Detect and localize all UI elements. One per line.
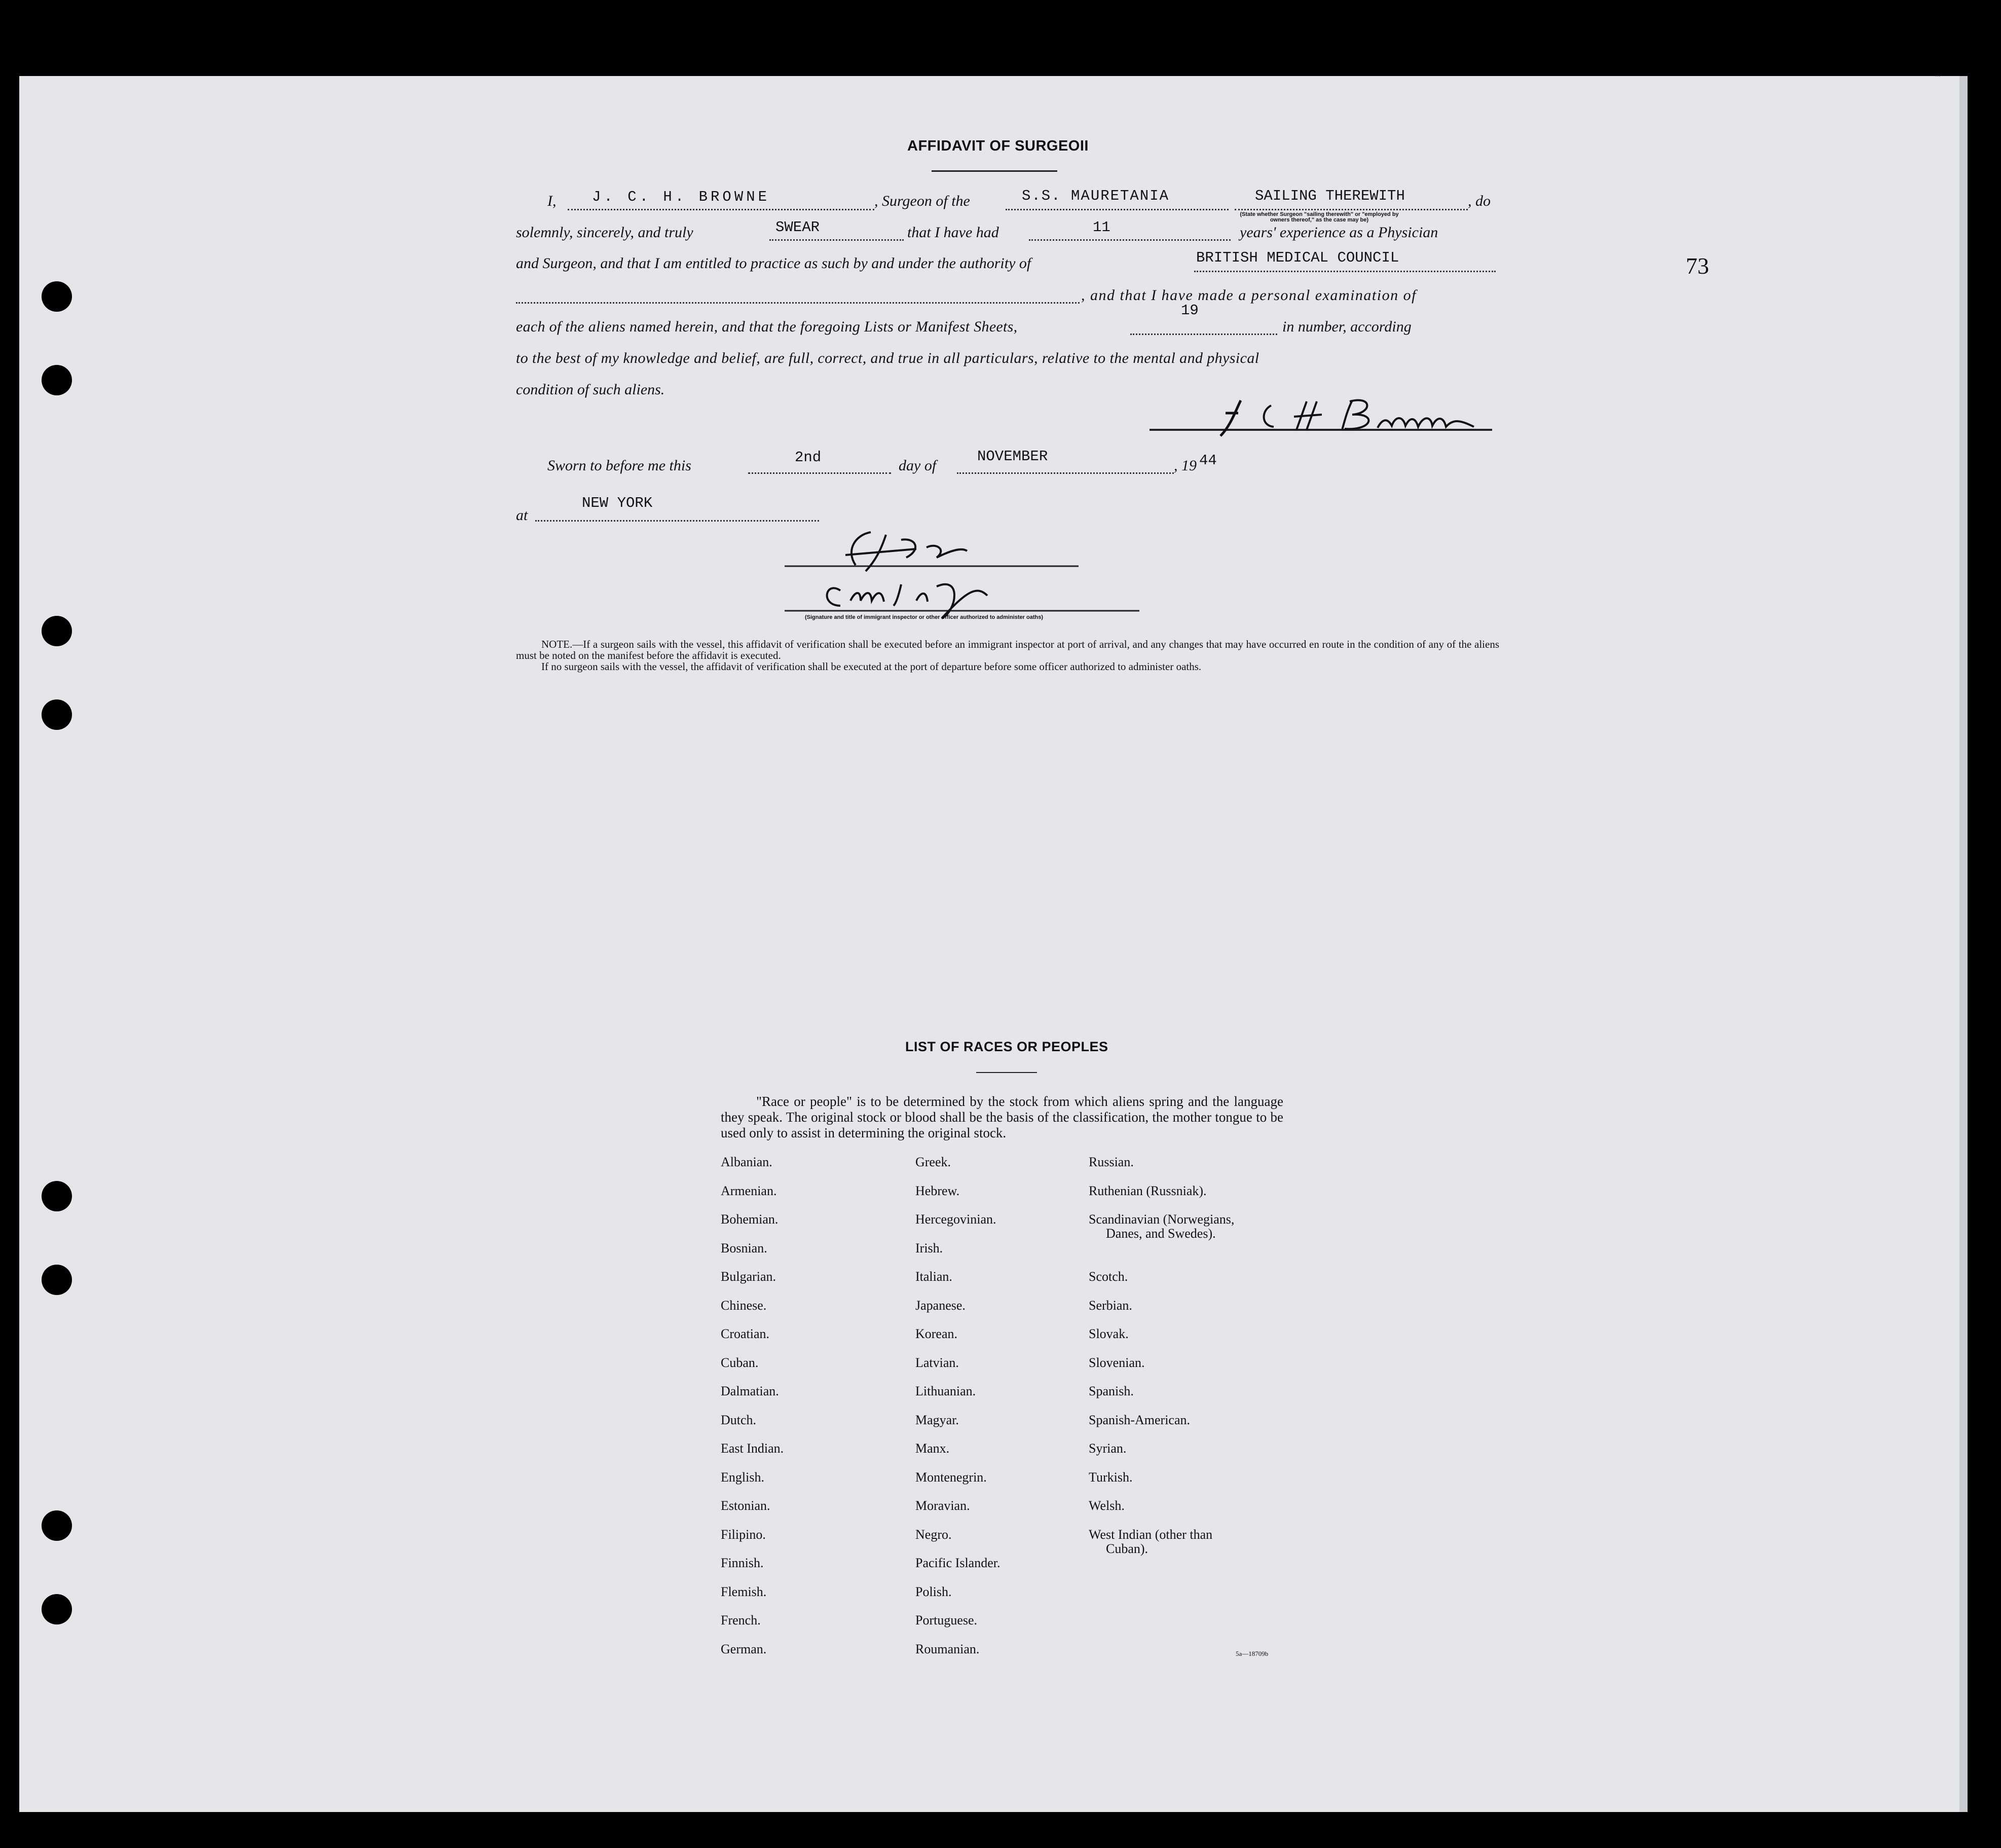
race-item: Bulgarian. [721,1269,776,1284]
races-intro: "Race or people" is to be determined by the stock from which aliens spring and the language they speak. The original stock or blood shall be the basis of the classification, the mother tongue to be used only to assist in determining the original stock. [721,1094,1283,1140]
title-underline [932,170,1057,172]
race-item: Polish. [915,1584,952,1599]
race-item: Bosnian. [721,1240,767,1255]
race-item: French. [721,1613,761,1628]
l1-text-b: , Surgeon of the [874,193,970,209]
race-item: Finnish. [721,1556,764,1570]
l2-text-a: solemnly, sincerely, and truly [516,224,693,241]
surgeon-capacity: SAILING THEREWITH [1255,188,1405,204]
punch-hole [42,1510,72,1541]
race-item: Hercegovinian. [915,1212,996,1227]
race-item: English. [721,1469,764,1485]
years-experience: 11 [1093,219,1110,236]
race-item: East Indian. [721,1441,784,1456]
sworn-text-b: day of [899,457,937,474]
l1-text-a: I, [547,193,557,209]
sworn-year: 44 [1199,452,1217,469]
race-item: Chinese. [721,1298,767,1313]
race-item: Scandinavian (Norwegians, [1089,1212,1235,1227]
race-item: Spanish-American. [1089,1412,1191,1427]
race-item: Welsh. [1089,1498,1125,1513]
race-item: Albanian. [721,1155,772,1169]
race-item: Croatian. [721,1326,770,1341]
race-item: Manx. [915,1441,950,1456]
ship-name: S.S. MAURETANIA [1022,188,1170,204]
race-item: Syrian. [1089,1441,1127,1456]
punch-hole [42,281,72,312]
blank-place [535,520,819,522]
race-item-continued: Danes, and Swedes). [1106,1226,1216,1241]
corner-mark: ... [1935,71,1941,79]
punch-hole [42,1181,72,1211]
race-item: Magyar. [915,1412,959,1427]
race-item: Greek. [915,1155,951,1169]
blank-surgeon-name [568,209,874,210]
race-item: Lithuanian. [915,1384,976,1398]
race-item: Dalmatian. [721,1384,779,1398]
officer-caption: (Signature and title of immigrant inspector or other officer authorized to administer oaths) [805,614,1043,620]
race-item: Turkish. [1089,1469,1133,1485]
punch-hole [42,1594,72,1624]
race-item: Estonian. [721,1498,770,1513]
l3-text-a: and Surgeon, and that I am entitled to practice as such by and under the authority of [516,255,1031,272]
race-item: Moravian. [915,1498,970,1513]
race-item: Flemish. [721,1584,767,1599]
race-item: Russian. [1089,1155,1134,1169]
race-item: Slovenian. [1089,1355,1145,1370]
race-item: Scotch. [1089,1269,1128,1284]
race-item: Serbian. [1089,1298,1132,1313]
race-item: Portuguese. [915,1613,978,1628]
l5-text-a: each of the aliens named herein, and that the foregoing Lists or Manifest Sheets, [516,318,1018,335]
blank-sheets [1130,334,1277,335]
l4-text: , and that I have made a personal examination of [1081,287,1417,304]
race-item: Spanish. [1089,1384,1134,1398]
race-item: Latvian. [915,1355,959,1370]
document-sheet [19,71,1968,1812]
race-item: Bohemian. [721,1212,779,1227]
at-label: at [516,507,528,524]
race-item: Korean. [915,1326,958,1341]
l2-text-c: years' experience as a Physician [1240,224,1438,241]
race-item: German. [721,1641,767,1656]
sheet-count: 19 [1181,302,1199,319]
race-item: Pacific Islander. [915,1556,1000,1570]
sworn-text-a: Sworn to before me this [547,457,691,474]
race-item: Ruthenian (Russniak). [1089,1183,1207,1198]
blank-years [1029,239,1231,241]
sworn-day: 2nd [795,449,822,466]
note-paragraph-1: NOTE.—If a surgeon sails with the vessel, this affidavit of verification shall be executed before an immigrant inspector at port of arrival, and any changes that may have occurred en route in the condition of any of the aliens must be noted on the manifest before the affidavit is executed. [516,638,1499,661]
sworn-month: NOVEMBER [977,448,1048,465]
licensing-authority: BRITISH MEDICAL COUNCIL [1196,249,1399,266]
blank-authority-cont [516,302,1080,304]
punch-hole [42,616,72,646]
race-item: Filipino. [721,1527,766,1542]
blank-day [748,472,891,474]
race-item: Hebrew. [915,1183,960,1198]
punch-hole [42,365,72,395]
race-item: Slovak. [1089,1326,1129,1341]
race-item: Irish. [915,1240,943,1255]
sworn-text-c: , 19 [1174,457,1197,474]
race-item: Negro. [915,1527,952,1542]
capacity-note: (State whether Surgeon "sailing therewith" or "employed by owners thereof," as the case may be) [1240,211,1399,223]
blank-month [957,472,1174,474]
blank-capacity [1235,209,1468,210]
blank-authority [1194,271,1496,272]
blank-ship [1006,209,1229,210]
race-item: West Indian (other than [1089,1527,1213,1542]
race-item: Cuban. [721,1355,759,1370]
races-title-underline [976,1072,1037,1073]
note-paragraph-2: If no surgeon sails with the vessel, the affidavit of verification shall be executed at the port of departure before some officer authorized to administer oaths. [541,660,1202,673]
race-item: Dutch. [721,1412,757,1427]
sworn-place: NEW YORK [582,495,653,511]
blank-oath [769,239,904,241]
race-item: Roumanian. [915,1641,980,1656]
punch-hole [42,1265,72,1295]
l2-text-b: that I have had [907,224,999,241]
l5-text-b: in number, according [1282,318,1412,335]
l7-text: condition of such aliens. [516,381,665,398]
page-number: 73 [1686,253,1709,279]
surgeon-signature [1150,390,1494,441]
races-title: LIST OF RACES OR PEOPLES [905,1039,1108,1054]
surgeon-name: J. C. H. BROWNE [592,189,770,205]
race-item: Montenegrin. [915,1469,987,1485]
punch-hole [42,699,72,730]
oath-word: SWEAR [775,219,820,236]
affidavit-title: AFFIDAVIT OF SURGEOII [907,138,1089,154]
officer-signature [785,530,1139,626]
form-number: 5a—18709b [1236,1650,1269,1657]
l6-text: to the best of my knowledge and belief, are full, correct, and true in all particulars, relative to the mental and physical [516,350,1259,366]
race-item: Italian. [915,1269,952,1284]
race-item: Japanese. [915,1298,966,1313]
race-item: Armenian. [721,1183,777,1198]
race-item-continued: Cuban). [1106,1541,1148,1556]
l1-text-c: , do [1468,193,1491,209]
